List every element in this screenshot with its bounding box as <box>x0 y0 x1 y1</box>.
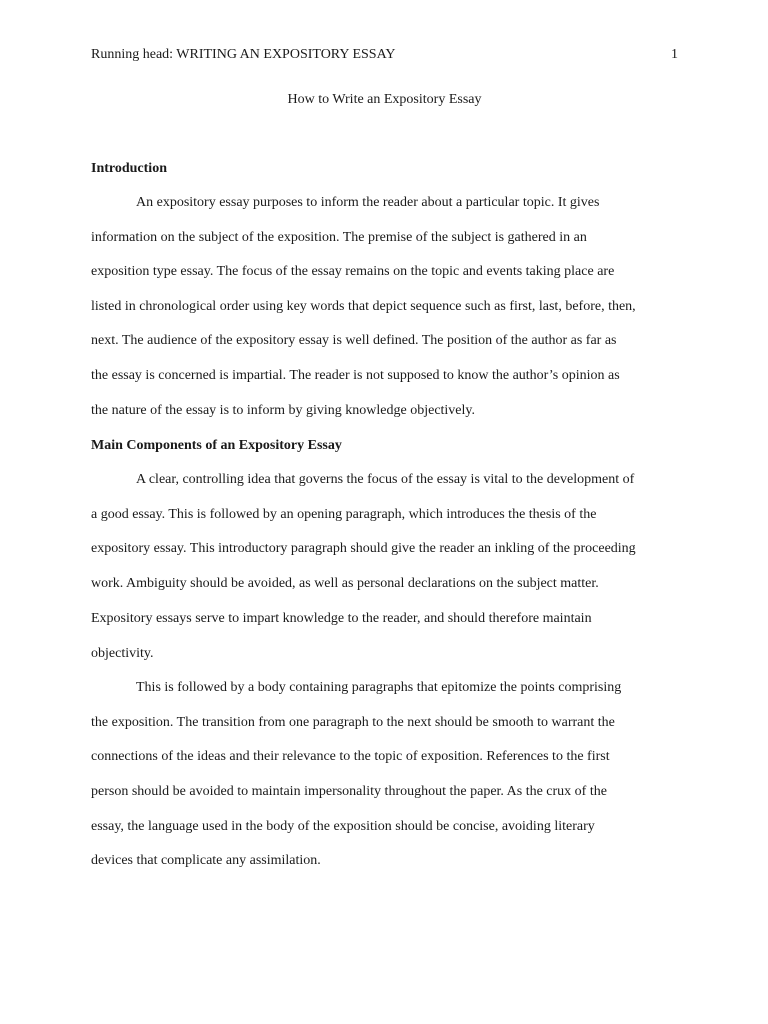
body-text-line: objectivity. <box>91 646 154 661</box>
body-text-line: the essay is concerned is impartial. The reader is not supposed to know the author’s opinion as <box>91 368 620 383</box>
section-heading-introduction: Introduction <box>91 161 167 176</box>
running-head: Running head: WRITING AN EXPOSITORY ESSAY <box>91 47 396 62</box>
body-text-line: Expository essays serve to impart knowledge to the reader, and should therefore maintain <box>91 611 592 626</box>
body-text-line: devices that complicate any assimilation. <box>91 853 321 868</box>
body-text-line: a good essay. This is followed by an opening paragraph, which introduces the thesis of the <box>91 507 597 522</box>
body-text-line: work. Ambiguity should be avoided, as well as personal declarations on the subject matter. <box>91 576 599 591</box>
body-text-line: An expository essay purposes to inform the reader about a particular topic. It gives <box>136 195 600 210</box>
body-text-line: expository essay. This introductory paragraph should give the reader an inkling of the proceeding <box>91 541 636 556</box>
body-text-line: A clear, controlling idea that governs the focus of the essay is vital to the development of <box>136 472 635 487</box>
body-text-line: next. The audience of the expository essay is well defined. The position of the author as far as <box>91 333 617 348</box>
page-header <box>91 44 678 66</box>
body-text-line: This is followed by a body containing paragraphs that epitomize the points comprising <box>136 680 622 695</box>
section-heading-main-components: Main Components of an Expository Essay <box>91 438 342 453</box>
document-title: How to Write an Expository Essay <box>287 92 482 107</box>
body-text-line: the nature of the essay is to inform by giving knowledge objectively. <box>91 403 476 418</box>
body-text-line: connections of the ideas and their relevance to the topic of exposition. References to the first <box>91 749 610 764</box>
body-text-line: information on the subject of the exposition. The premise of the subject is gathered in an <box>91 230 587 245</box>
page-number: 1 <box>671 47 678 62</box>
body-text-line: exposition type essay. The focus of the essay remains on the topic and events taking place are <box>91 264 615 279</box>
body-text-line: person should be avoided to maintain impersonality throughout the paper. As the crux of the <box>91 784 607 799</box>
body-text-line: listed in chronological order using key words that depict sequence such as first, last, before, then, <box>91 299 636 314</box>
body-text-line: the exposition. The transition from one paragraph to the next should be smooth to warrant the <box>91 715 615 730</box>
body-text-line: essay, the language used in the body of the exposition should be concise, avoiding literary <box>91 819 595 834</box>
